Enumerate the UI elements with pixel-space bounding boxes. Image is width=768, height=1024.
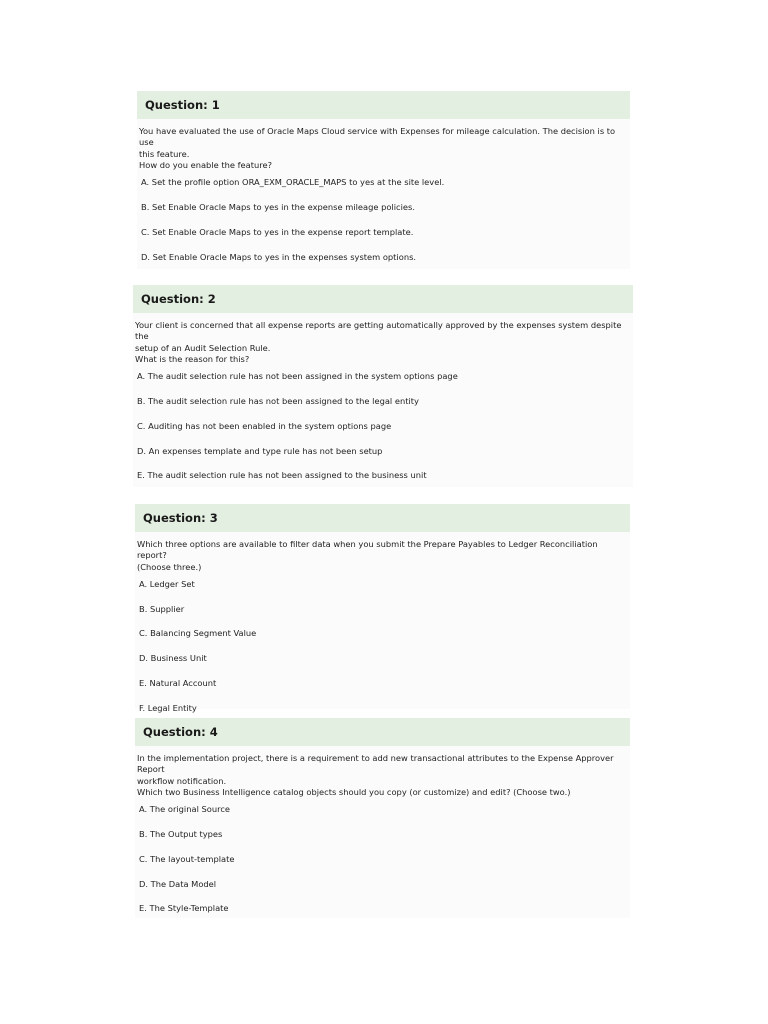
answer-option: F. Legal Entity: [139, 702, 197, 713]
question-header: [135, 718, 630, 746]
answer-option: B. Supplier: [139, 603, 185, 614]
question-text-line: Which three options are available to filter data when you submit the Prepare Payables to Ledger Reconciliation report?: [137, 539, 598, 561]
answer-option: D. Business Unit: [139, 653, 207, 664]
question-text: [133, 320, 633, 365]
question-text-line: You have evaluated the use of Oracle Maps Cloud service with Expenses for mileage calculation. The decision is to use: [139, 126, 616, 148]
question-text-line: setup of an Audit Selection Rule.: [135, 342, 271, 353]
answer-option: A. The audit selection rule has not been assigned in the system options page: [137, 371, 458, 382]
answer-option: B. The Output types: [139, 828, 223, 839]
question-block: [137, 91, 630, 269]
question-header: [133, 285, 633, 313]
question-text: [135, 539, 630, 573]
question-header: [137, 91, 630, 119]
question-header: [135, 504, 630, 532]
question-block: [135, 504, 630, 713]
question-title: Question: 2: [141, 292, 216, 306]
answer-option: C. Balancing Segment Value: [139, 628, 257, 639]
question-text-line: Your client is concerned that all expense reports are getting automatically approved by the expenses system despite the: [135, 320, 622, 342]
question-block: [133, 285, 633, 487]
question-text: [135, 753, 630, 798]
answer-option: D. The Data Model: [139, 878, 217, 889]
answer-options: [135, 803, 630, 927]
answer-option: E. Natural Account: [139, 678, 217, 689]
answer-option: B. The audit selection rule has not been assigned to the legal entity: [137, 395, 419, 406]
answer-option: E. The audit selection rule has not been assigned to the business unit: [137, 470, 427, 481]
answer-option: D. Set Enable Oracle Maps to yes in the expenses system options.: [141, 251, 417, 262]
question-text-line: How do you enable the feature?: [139, 159, 272, 170]
answer-option: B. Set Enable Oracle Maps to yes in the expense mileage policies.: [141, 201, 415, 212]
question-text-line: What is the reason for this?: [135, 353, 250, 364]
answer-options: [135, 578, 630, 727]
answer-option: A. Set the profile option ORA_EXM_ORACLE_MAPS to yes at the site level.: [141, 177, 445, 188]
question-title: Question: 4: [143, 725, 218, 739]
question-title: Question: 3: [143, 511, 218, 525]
question-text-line: (Choose three.): [137, 561, 202, 572]
question-text-line: Which two Business Intelligence catalog objects should you copy (or customize) and edit? (Choose two.): [137, 786, 571, 797]
question-title: Question: 1: [145, 98, 220, 112]
answer-option: A. Ledger Set: [139, 578, 195, 589]
answer-option: C. Auditing has not been enabled in the system options page: [137, 420, 392, 431]
question-text-line: In the implementation project, there is a requirement to add new transactional attributes to the Expense Approver Report: [137, 753, 614, 775]
answer-options: [133, 370, 633, 494]
answer-option: E. The Style-Template: [139, 903, 229, 914]
question-text-line: workflow notification.: [137, 775, 227, 786]
answer-option: C. Set Enable Oracle Maps to yes in the expense report template.: [141, 226, 414, 237]
answer-option: D. An expenses template and type rule has not been setup: [137, 445, 383, 456]
answer-options: [137, 176, 630, 275]
answer-option: A. The original Source: [139, 804, 231, 815]
question-block: [135, 718, 630, 918]
question-text-line: this feature.: [139, 148, 190, 159]
question-text: [137, 126, 630, 171]
answer-option: C. The layout-template: [139, 853, 235, 864]
